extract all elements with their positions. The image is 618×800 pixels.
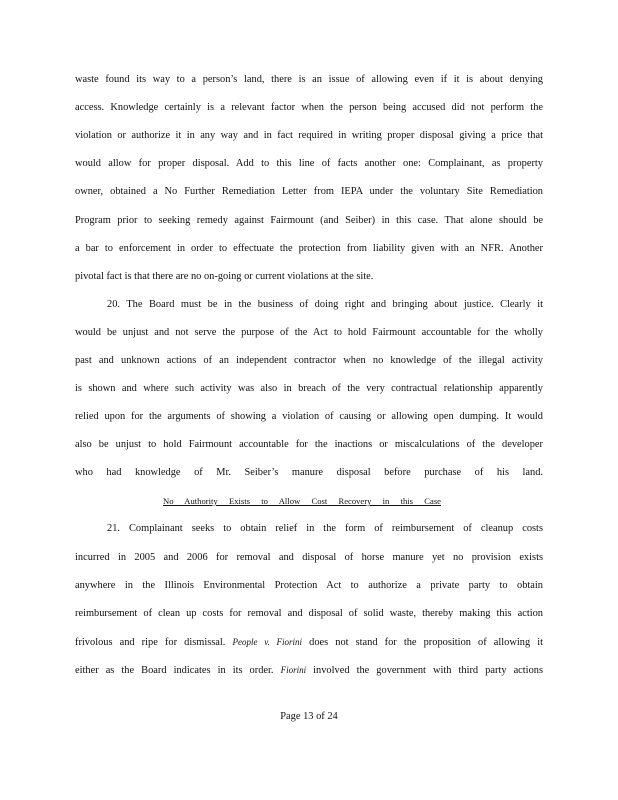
text-segment: either as the Board indicates in its order. <box>75 665 274 676</box>
text-line: 20. The Board must be in the business of doing right and bringing about justice. Clearly it <box>107 299 543 310</box>
text-line: waste found its way to a person’s land, there is an issue of allowing even if it is about denying <box>75 74 543 85</box>
text-segment: frivolous and ripe for dismissal. <box>75 637 226 648</box>
case-citation: People v. Fiorini <box>232 637 303 647</box>
text-line: reimbursement of clean up costs for removal and disposal of solid waste, thereby making this action <box>75 608 543 619</box>
text-line: 21. Complainant seeks to obtain relief in the form of reimbursement of cleanup costs <box>107 523 543 534</box>
text-line: pivotal fact is that there are no on-going or current violations at the site. <box>75 271 374 282</box>
case-citation: Fiorini <box>280 665 307 675</box>
text-segment: involved the government with third party actions <box>313 665 544 676</box>
text-line: past and unknown actions of an independent contractor when no knowledge of the illegal activity <box>75 355 543 366</box>
page-number: Page 13 of 24 <box>280 711 338 722</box>
text-line: incurred in 2005 and 2006 for removal and disposal of horse manure yet no provision exists <box>75 552 543 563</box>
section-heading: No Authority Exists to Allow Cost Recovery in this Case <box>163 496 441 506</box>
text-line: anywhere in the Illinois Environmental Protection Act to authorize a private party to obtain <box>75 580 543 591</box>
text-line: owner, obtained a No Further Remediation Letter from IEPA under the voluntary Site Remediation <box>75 186 543 197</box>
text-line: would be unjust and not serve the purpose of the Act to hold Fairmount accountable for the wholly <box>75 327 543 338</box>
text-line <box>75 636 543 649</box>
text-line: Program prior to seeking remedy against Fairmount (and Seiber) in this case. That alone should be <box>75 215 543 226</box>
text-line: who had knowledge of Mr. Seiber’s manure disposal before purchase of his land. <box>75 467 543 478</box>
text-line: access. Knowledge certainly is a relevant factor when the person being accused did not perform the <box>75 102 543 113</box>
text-line: violation or authorize it in any way and in fact required in writing proper disposal giving a price that <box>75 130 543 141</box>
text-line: is shown and where such activity was also in breach of the very contractual relationship apparently <box>75 383 543 394</box>
text-line: a bar to enforcement in order to effectuate the protection from liability given with an NFR. Another <box>75 243 543 254</box>
text-line: also be unjust to hold Fairmount accountable for the inactions or miscalculations of the developer <box>75 439 543 450</box>
text-line <box>75 664 543 677</box>
text-line: would allow for proper disposal. Add to this line of facts another one: Complainant, as property <box>75 158 543 169</box>
text-segment: does not stand for the proposition of allowing it <box>309 637 543 648</box>
text-line: relied upon for the arguments of showing a violation of causing or allowing open dumping. It would <box>75 411 543 422</box>
